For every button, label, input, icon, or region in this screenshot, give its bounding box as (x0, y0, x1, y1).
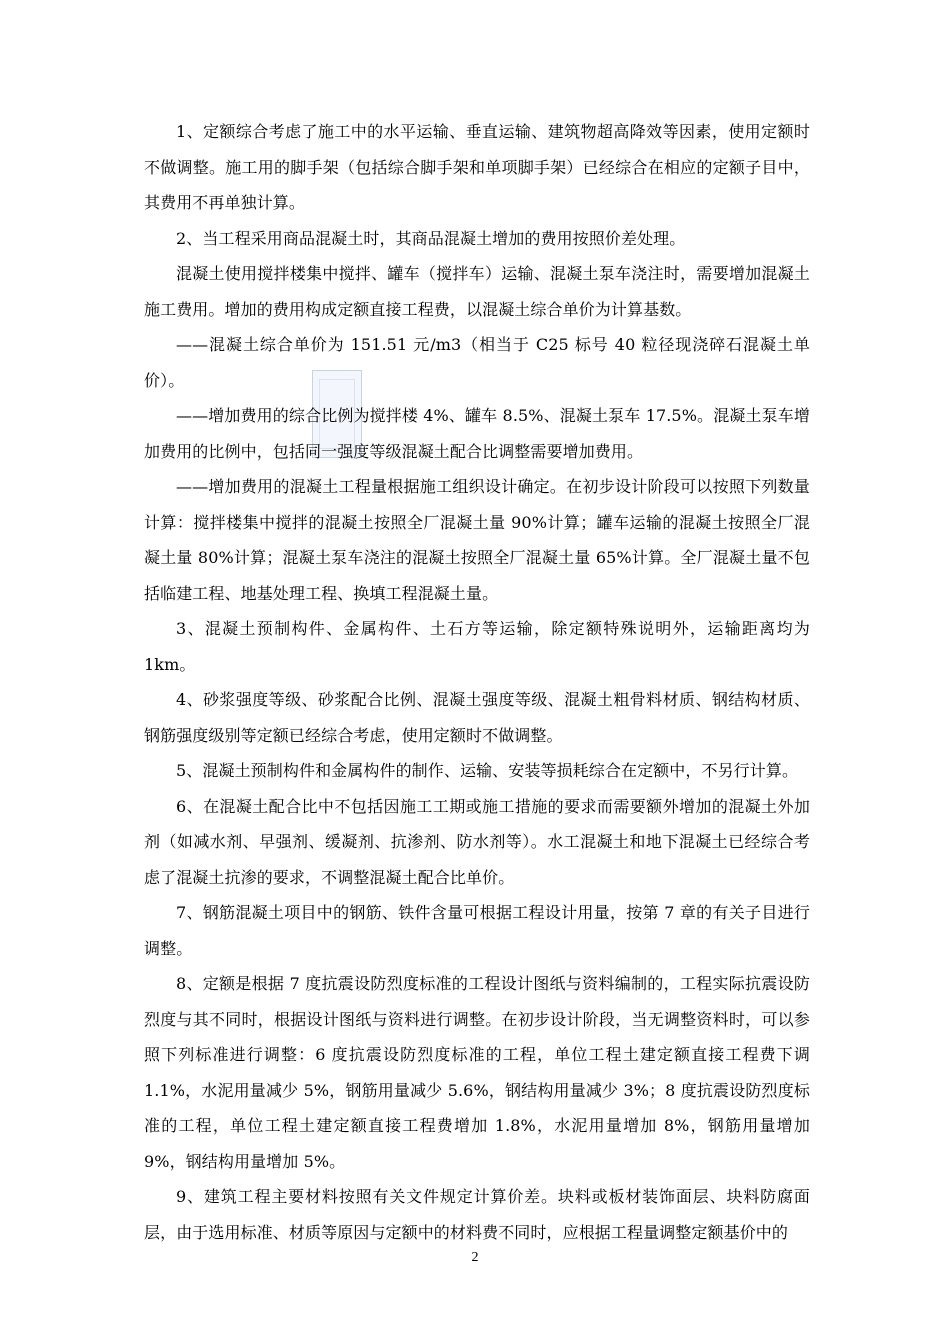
page-number: 2 (471, 1250, 479, 1265)
paragraph-12: 8、定额是根据 7 度抗震设防烈度标准的工程设计图纸与资料编制的，工程实际抗震设防烈度与其不同时，根据设计图纸与资料进行调整。在初步设计阶段，当无调整资料时，可以参照下列标准进行调整：6 度抗震设防烈度标准的工程，单位工程土建定额直接工程费下调 1.1%，水泥用量减少 5%，钢筋用量减少 5.6%，钢结构用量减少 3%；8 度抗震设防烈度标准的工程，单位工程土建定额直接工程费增加 1.8%，水泥用量增加 8%，钢筋用量增加 9%，钢结构用量增加 5%。 (144, 974, 810, 1171)
paragraph-7: 3、混凝土预制构件、金属构件、土石方等运输，除定额特殊说明外，运输距离均为 1km。 (144, 619, 810, 674)
paragraph-8: 4、砂浆强度等级、砂浆配合比例、混凝土强度等级、混凝土粗骨料材质、钢结构材质、钢筋强度级别等定额已经综合考虑，使用定额时不做调整。 (144, 690, 810, 745)
paragraph-13: 9、建筑工程主要材料按照有关文件规定计算价差。块料或板材装饰面层、块料防腐面层，由于选用标准、材质等原因与定额中的材料费不同时，应根据工程量调整定额基价中的 (144, 1187, 810, 1242)
paragraph-9: 5、混凝土预制构件和金属构件的制作、运输、安装等损耗综合在定额中，不另行计算。 (176, 761, 799, 780)
paragraph-3: 混凝土使用搅拌楼集中搅拌、罐车（搅拌车）运输、混凝土泵车浇注时，需要增加混凝土施工费用。增加的费用构成定额直接工程费，以混凝土综合单价为计算基数。 (144, 264, 810, 319)
paragraph-2: 2、当工程采用商品混凝土时，其商品混凝土增加的费用按照价差处理。 (176, 228, 686, 248)
paragraph-6: ——增加费用的混凝土工程量根据施工组织设计确定。在初步设计阶段可以按照下列数量计算：搅拌楼集中搅拌的混凝土按照全厂混凝土量 90%计算；罐车运输的混凝土按照全厂混凝土量 80%计算；混凝土泵车浇注的混凝土按照全厂混凝土量 65%计算。全厂混凝土量不包括临建工程、地基处理工程、换填工程混凝土量。 (144, 477, 810, 603)
paragraph-11: 7、钢筋混凝土项目中的钢筋、铁件含量可根据工程设计用量，按第 7 章的有关子目进行调整。 (144, 903, 810, 958)
paragraph-10: 6、在混凝土配合比中不包括因施工工期或施工措施的要求而需要额外增加的混凝土外加剂（如减水剂、早强剂、缓凝剂、抗渗剂、防水剂等）。水工混凝土和地下混凝土已经综合考虑了混凝土抗渗的要求，不调整混凝土配合比单价。 (144, 796, 810, 887)
paragraph-4: ——混凝土综合单价为 151.51 元/m3（相当于 C25 标号 40 粒径现浇碎石混凝土单价）。 (144, 335, 810, 390)
document-body (144, 114, 810, 1250)
paragraph-1: 1、定额综合考虑了施工中的水平运输、垂直运输、建筑物超高降效等因素，使用定额时不做调整。施工用的脚手架（包括综合脚手架和单项脚手架）已经综合在相应的定额子目中，其费用不再单独计算。 (144, 122, 810, 212)
paragraph-5: ——增加费用的综合比例为搅拌楼 4%、罐车 8.5%、混凝土泵车 17.5%。混凝土泵车增加费用的比例中，包括同一强度等级混凝土配合比调整需要增加费用。 (144, 406, 810, 461)
